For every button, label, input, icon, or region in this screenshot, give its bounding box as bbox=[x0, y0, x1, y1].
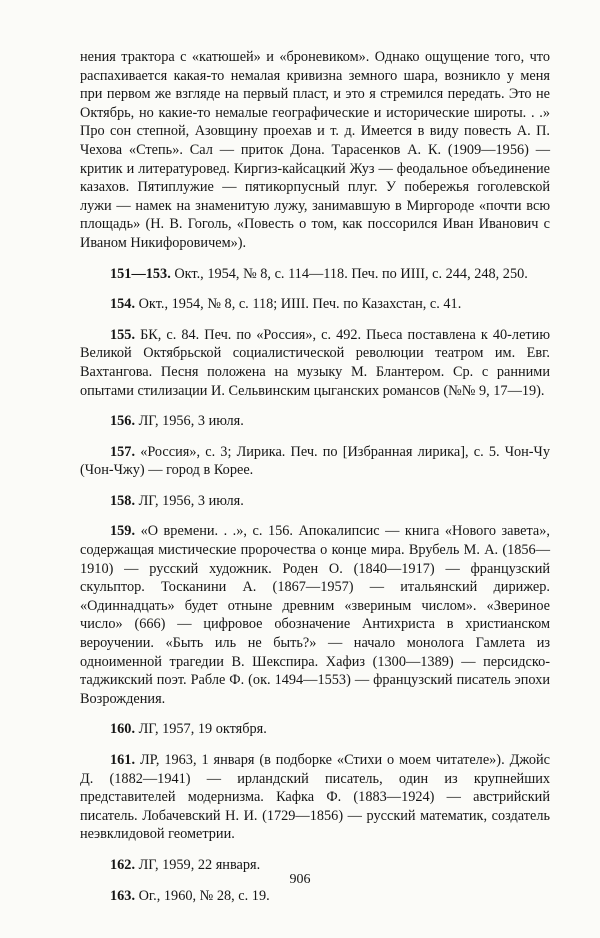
entry-number: 163. bbox=[110, 887, 136, 904]
entry-number: 160. bbox=[110, 721, 136, 738]
entry-text: Ог., 1960, № 28, с. 19. bbox=[138, 887, 270, 904]
commentary-entry bbox=[80, 492, 550, 511]
entry-text: БК, с. 84. Печ. по «Россия», с. 492. Пьеса поставлена к 40-летию Великой Октябрьской социалистической революции театром им. Евг. Вахтангова. Песня положена на музыку М. Блантером. Ср. с ранними опытами стилизации И. Сельвинским цыганских романсов (№№ 9, 17—19). bbox=[80, 326, 550, 399]
entry-text: ЛГ, 1959, 22 января. bbox=[138, 856, 261, 873]
entry-text: ЛГ, 1957, 19 октября. bbox=[138, 721, 267, 738]
entry-number: 156. bbox=[110, 413, 136, 430]
entry-text: ЛГ, 1956, 3 июля. bbox=[138, 492, 244, 509]
commentary-block bbox=[80, 48, 550, 905]
page-number: 906 bbox=[289, 872, 311, 887]
commentary-entry bbox=[80, 326, 550, 400]
entry-text: «О времени. . .», с. 156. Апокалипсис — книга «Нового завета», содержащая мистические пророчества о конце мира. Врубель М. А. (1856—1910) — русский художник. Роден О. (1840—1917) — французский скульптор. Тосканини А. (1867—1957) — итальянский дирижер. «Одиннадцать» будет отныне древним «звериным числом». «Звериное число» (666) — цифровое обозначение Антихриста в христианском вероучении. «Быть иль не быть?» — начало монолога Гамлета из одноименной трагедии В. Шекспира. Хафиз (1300—1389) — персидско-таджикский поэт. Рабле Ф. (ок. 1494—1553) — французский писатель эпохи Возрождения. bbox=[80, 523, 550, 707]
entry-text: нения трактора с «катюшей» и «броневиком». Однако ощущение того, что распахивается какая-то немалая кривизна земного шара, возникло у меня при первом же взгляде на первый пласт, и это я стремился передать. Это не Октябрь, но какие-то немалые географические и исторические широты. . .» Про сон степной, Азовщину проехав и т. д. Имеется в виду повесть А. П. Чехова «Степь». Сал — приток Дона. Тарасенков А. К. (1909—1956) — критик и литературовед. Киргиз-кайсацкий Жуз — феодальное объединение казахов. Пятиплужие — пятикорпусный плуг. У побережья гоголевской лужи — намек на знаменитую лужу, занимавшую в Миргороде «почти всю площадь» (Н. В. Гоголь, «Повесть о том, как поссорился Иван Иванович с Иваном Никифоровичем»). bbox=[80, 49, 550, 251]
entry-text: Окт., 1954, № 8, с. 118; ИIII. Печ. по Казахстан, с. 41. bbox=[138, 296, 462, 313]
commentary-entry bbox=[80, 751, 550, 844]
commentary-entry bbox=[80, 412, 550, 431]
commentary-continuation bbox=[80, 48, 550, 253]
entry-text: ЛГ, 1956, 3 июля. bbox=[138, 413, 244, 430]
entry-text: ЛР, 1963, 1 января (в подборке «Стихи о моем читателе»). Джойс Д. (1882—1941) — ирландский писатель, один из крупнейших представителей модернизма. Кафка Ф. (1883—1924) — австрийский писатель. Лобачевский Н. И. (1729—1856) — русский математик, создатель неэвклидовой геометрии. bbox=[80, 752, 551, 843]
commentary-entry bbox=[80, 720, 550, 739]
entry-number: 151—153. bbox=[110, 265, 171, 282]
commentary-entry bbox=[80, 265, 550, 284]
entry-number: 159. bbox=[110, 523, 136, 540]
entry-text: «Россия», с. 3; Лирика. Печ. по [Избранная лирика], с. 5. Чон-Чу (Чон-Чжу) — город в Корее. bbox=[80, 443, 550, 479]
entry-text: Окт., 1954, № 8, с. 114—118. Печ. по ИIII, с. 244, 248, 250. bbox=[174, 265, 528, 282]
commentary-entry bbox=[80, 295, 550, 314]
entry-number: 154. bbox=[110, 296, 136, 313]
entry-number: 161. bbox=[110, 752, 136, 768]
entry-number: 162. bbox=[110, 856, 136, 873]
entry-number: 157. bbox=[110, 443, 136, 460]
commentary-entry bbox=[80, 887, 550, 906]
commentary-entry bbox=[80, 522, 550, 708]
commentary-entry bbox=[80, 443, 550, 480]
entry-number: 155. bbox=[110, 326, 136, 343]
entry-number: 158. bbox=[110, 492, 136, 509]
